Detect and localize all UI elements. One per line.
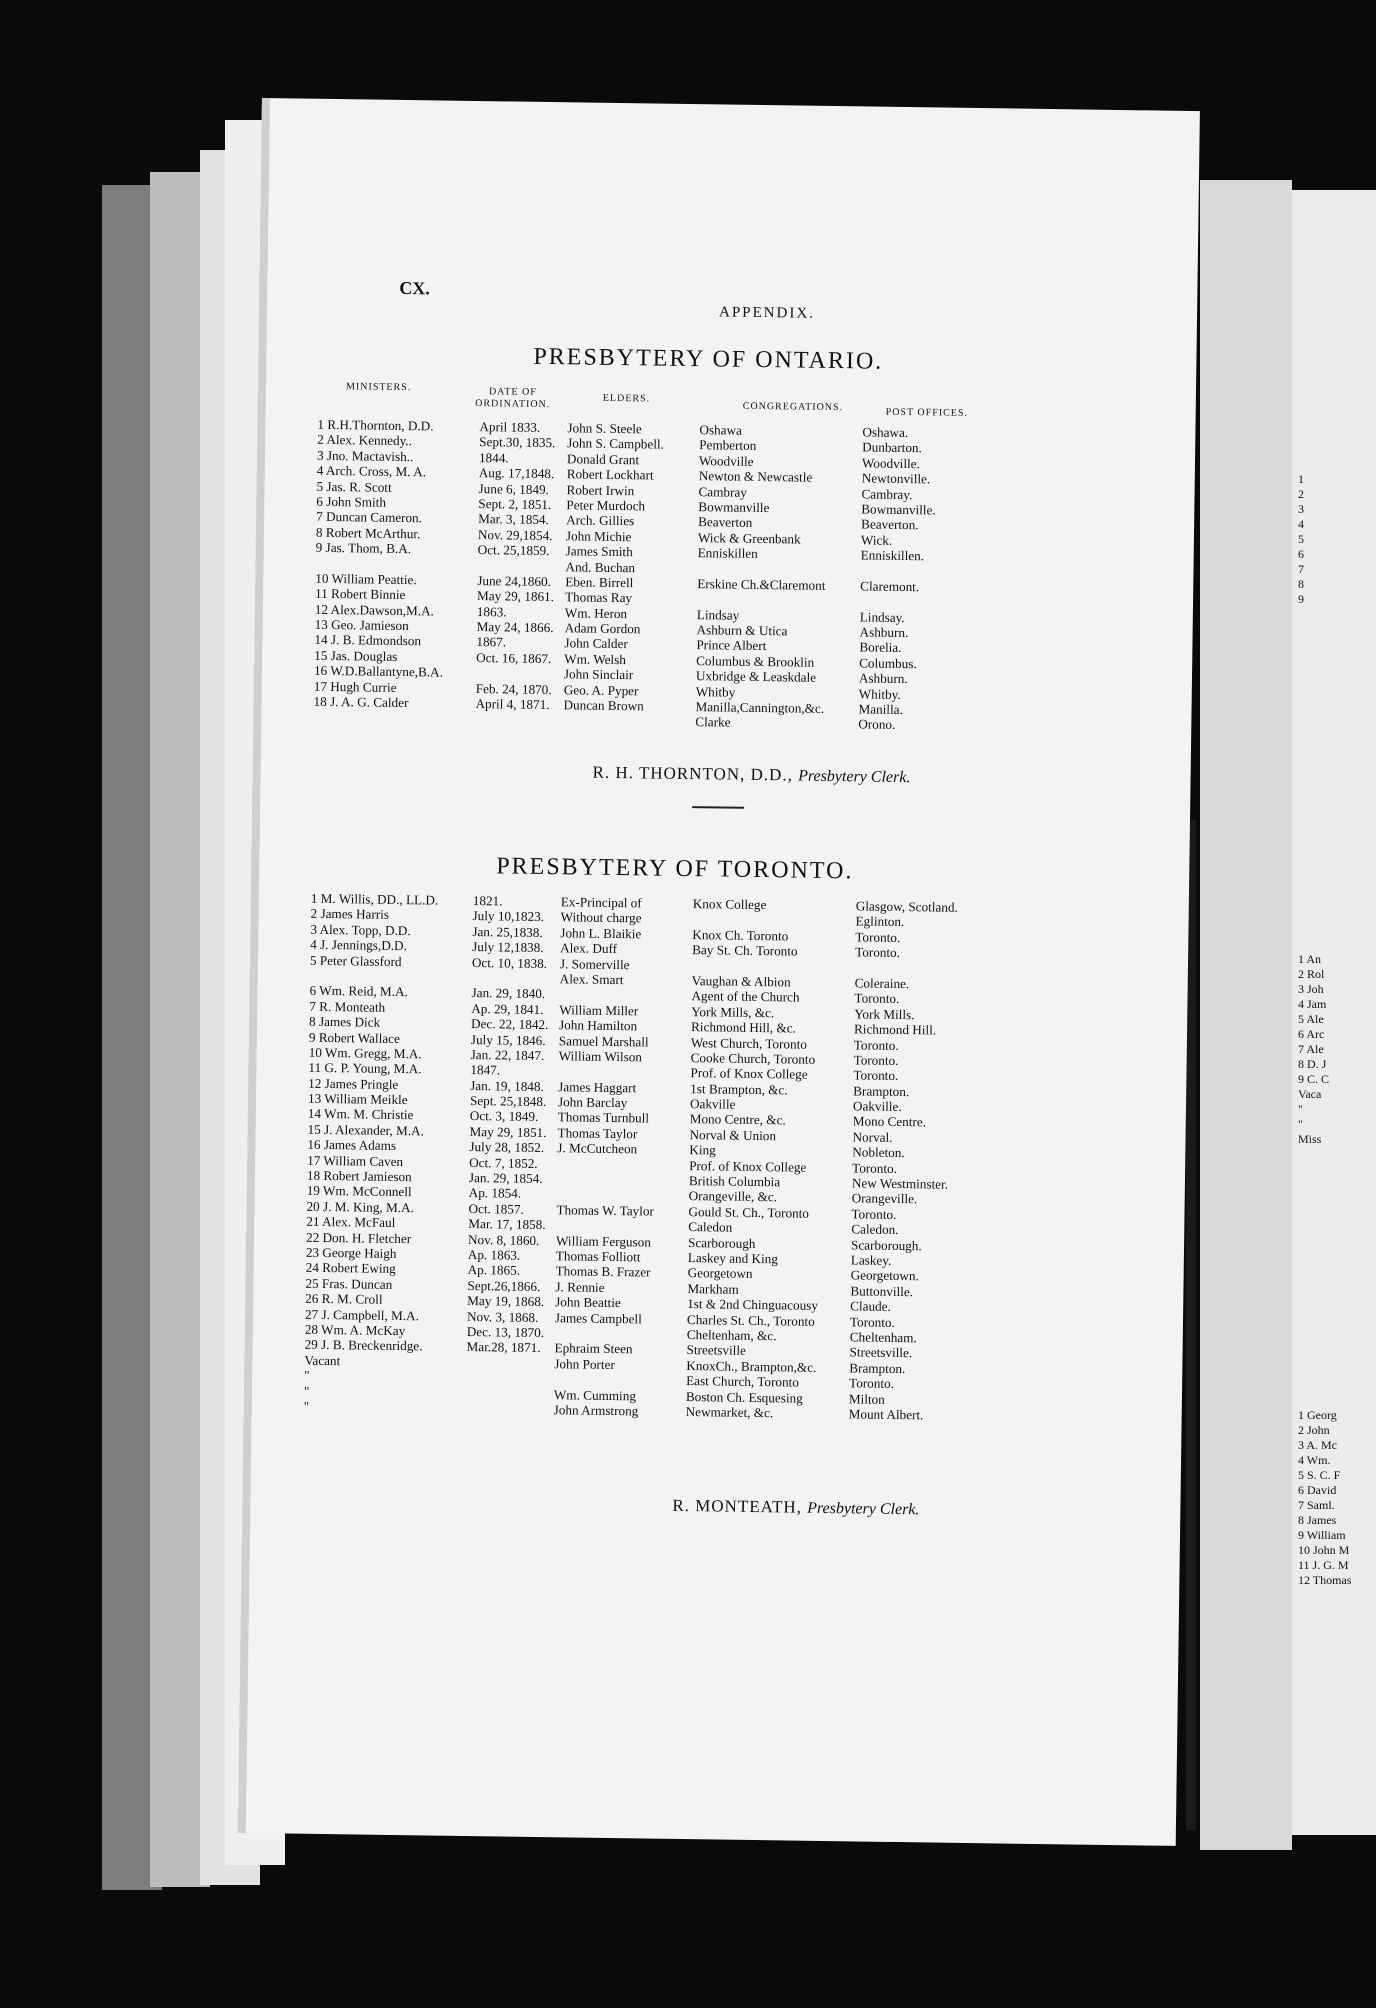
appendix-page: [238, 98, 1200, 1846]
section-divider: [692, 806, 744, 809]
cell-ord: May 29, 1861.: [476, 588, 555, 605]
cell-ord: Aug. 17,1848.: [478, 465, 555, 482]
cell-post: Oakville.: [852, 1098, 902, 1115]
cell-min: 9 Robert Wallace: [308, 1029, 400, 1046]
cell-min: 5 Jas. R. Scott: [316, 478, 392, 495]
cell-ord: Sept.30, 1835.: [479, 434, 556, 451]
cell-min: 1 R.H.Thornton, D.D.: [317, 416, 434, 434]
cell-cong: Boston Ch. Esquesing: [685, 1388, 803, 1406]
cell-ord: July 28, 1852.: [469, 1139, 545, 1156]
cell-post: Orangeville.: [851, 1190, 918, 1207]
cell-min: 24 Robert Ewing: [305, 1260, 396, 1277]
cell-eld: John L. Blaikie: [560, 925, 642, 942]
cell-ord: 1847.: [470, 1062, 501, 1078]
facing-page-line: 9: [1298, 592, 1304, 606]
ontario-clerk-title: Presbytery Clerk.: [798, 767, 911, 787]
cell-post: Lindsay.: [859, 609, 905, 625]
cell-post: Richmond Hill.: [853, 1021, 937, 1038]
cell-ord: Oct. 10, 1838.: [471, 954, 548, 971]
cell-eld: John Armstrong: [553, 1402, 639, 1419]
cell-post: Toronto.: [855, 944, 901, 961]
cell-eld: Thomas Taylor: [557, 1125, 638, 1142]
cell-min: 20 J. M. King, M.A.: [306, 1198, 414, 1216]
cell-post: Glasgow, Scotland.: [855, 898, 958, 915]
cell-ord: Dec. 22, 1842.: [470, 1016, 549, 1033]
cell-min: 10 Wm. Gregg, M.A.: [308, 1044, 422, 1062]
cell-post: Borelia.: [859, 639, 902, 656]
cell-ord: June 24,1860.: [477, 572, 552, 589]
cell-eld: John Hamilton: [558, 1017, 638, 1034]
cell-eld: Wm. Heron: [564, 604, 628, 621]
cell-eld: Wm. Welsh: [564, 651, 627, 667]
cell-post: Norval.: [852, 1129, 893, 1145]
cell-cong: 1st Brampton, &c.: [690, 1080, 788, 1098]
ontario-clerk: [592, 763, 910, 787]
cell-min: 18 Robert Jamieson: [306, 1167, 412, 1185]
cell-eld: Without charge: [560, 909, 642, 926]
cell-cong: Richmond Hill, &c.: [690, 1019, 796, 1036]
cell-min: 23 George Haigh: [305, 1244, 397, 1261]
cell-ord: Oct. 3, 1849.: [469, 1108, 539, 1125]
cell-cong: Georgetown: [687, 1265, 753, 1282]
cell-ord: Sept. 2, 1851.: [478, 496, 552, 513]
cell-ord: April 1833.: [479, 419, 541, 435]
cell-cong: Agent of the Church: [691, 988, 800, 1005]
cell-ord: 1863.: [476, 603, 507, 620]
cell-min: 7 R. Monteath: [309, 998, 386, 1015]
cell-cong: Whitby: [695, 683, 736, 700]
cell-post: Claude.: [850, 1298, 891, 1315]
facing-page-line: 2 Rol: [1298, 967, 1325, 981]
cell-eld: And. Buchan: [565, 558, 636, 575]
cell-post: Woodville.: [861, 455, 920, 472]
cell-ord: 1844.: [478, 449, 509, 466]
cell-min: 19 Wm. McConnell: [306, 1183, 412, 1200]
facing-page-line: 3 Joh: [1298, 982, 1324, 996]
cell-min: 14 J. B. Edmondson: [314, 632, 422, 649]
cell-cong: Scarborough: [687, 1234, 756, 1251]
header-ministers: MINISTERS.: [345, 381, 412, 394]
cell-min: 22 Don. H. Fletcher: [305, 1229, 412, 1246]
cell-cong: Erskine Ch.&Claremont: [697, 576, 826, 593]
cell-post: Toronto.: [854, 990, 900, 1007]
cell-post: Orono.: [858, 716, 896, 733]
cell-post: Whitby.: [858, 686, 901, 702]
cell-ord: Ap. 1863.: [467, 1246, 521, 1263]
cell-min: 17 William Caven: [307, 1152, 404, 1169]
cell-min: 3 Jno. Mactavish..: [316, 447, 414, 464]
facing-page-line: 3 A. Mc: [1298, 1438, 1337, 1452]
cell-eld: Wm. Cumming: [553, 1386, 637, 1403]
cell-ord: April 4, 1871.: [475, 696, 550, 713]
section-heading: APPENDIX.: [718, 304, 816, 322]
cell-cong: West Church, Toronto: [690, 1034, 808, 1052]
cell-eld: Thomas B. Frazer: [555, 1263, 651, 1280]
cell-min: 13 William Meikle: [307, 1090, 408, 1108]
cell-post: Georgetown.: [850, 1267, 919, 1284]
cell-post: Cambray.: [861, 485, 913, 502]
cell-post: Caledon.: [851, 1221, 899, 1238]
facing-page-line: 6 Arc: [1298, 1027, 1325, 1041]
cell-ord: Jan. 22, 1847.: [470, 1046, 545, 1063]
cell-min: 8 Robert McArthur.: [315, 524, 421, 541]
cell-ord: Oct. 25,1859.: [477, 542, 550, 559]
cell-cong: Lindsay: [696, 606, 740, 623]
cell-cong: Beaverton: [698, 514, 753, 531]
cell-eld: Thomas W. Taylor: [556, 1202, 654, 1219]
cell-min: 18 J. A. G. Calder: [313, 693, 409, 711]
cell-cong: Cambray: [698, 483, 747, 500]
cell-ord: Jan. 25,1838.: [472, 923, 543, 940]
cell-eld: Thomas Folliott: [555, 1248, 641, 1265]
cell-min: 7 Duncan Cameron.: [316, 509, 423, 526]
cell-cong: Uxbridge & Leaskdale: [695, 668, 817, 686]
cell-min: Vacant: [304, 1352, 341, 1368]
cell-eld: Alex. Duff: [560, 940, 618, 957]
cell-ord: Oct. 7, 1852.: [469, 1154, 538, 1171]
cell-cong: King: [689, 1142, 716, 1158]
facing-page-line: 6 David: [1298, 1483, 1337, 1497]
cell-cong: Prof. of Knox College: [689, 1157, 807, 1175]
cell-post: York Mills.: [854, 1006, 915, 1022]
cell-cong: Oshawa: [699, 422, 742, 438]
cell-post: Coleraine.: [854, 975, 910, 992]
cell-ord: June 6, 1849.: [478, 480, 550, 497]
cell-ord: Mar.28, 1871.: [466, 1339, 541, 1356]
cell-eld: John Beattie: [555, 1294, 621, 1311]
cell-ord: July 10,1823.: [472, 908, 545, 925]
cell-ord: Mar. 3, 1854.: [478, 511, 549, 528]
facing-page-line: 7 Saml.: [1298, 1498, 1335, 1512]
cell-ord: 1821.: [472, 893, 503, 909]
facing-page-line: 8: [1298, 577, 1304, 591]
cell-cong: Pemberton: [699, 437, 757, 454]
cell-post: Laskey.: [850, 1252, 892, 1268]
cell-min: 14 Wm. M. Christie: [307, 1106, 414, 1123]
cell-cong: Ashburn & Utica: [696, 622, 788, 639]
cell-eld: John Sinclair: [563, 666, 634, 683]
cell-post: Mono Centre.: [852, 1113, 927, 1130]
cell-ord: May 24, 1866.: [476, 619, 554, 636]
facing-page-line: 6: [1298, 547, 1304, 561]
cell-min: 4 Arch. Cross, M. A.: [316, 462, 427, 480]
cell-eld: James Smith: [565, 543, 633, 560]
cell-post: Brampton.: [849, 1360, 906, 1376]
cell-min: ": [303, 1383, 310, 1399]
cell-eld: John S. Steele: [567, 420, 642, 437]
cell-eld: Arch. Gillies: [566, 512, 635, 529]
cell-post: New Westminster.: [851, 1175, 949, 1192]
cell-cong: KnoxCh., Brampton,&c.: [686, 1357, 817, 1375]
cell-cong: Gould St. Ch., Toronto: [688, 1203, 810, 1221]
cell-cong: Charles St. Ch., Toronto: [686, 1311, 815, 1329]
toronto-clerk-name: R. MONTEATH,: [672, 1495, 803, 1517]
cell-cong: Oakville: [689, 1096, 736, 1112]
cell-post: Scarborough.: [850, 1236, 922, 1253]
cell-min: 10 William Peattie.: [315, 570, 417, 588]
cell-min: 6 Wm. Reid, M.A.: [309, 983, 408, 1000]
cell-min: 16 James Adams: [307, 1136, 397, 1154]
cell-min: 11 G. P. Young, M.A.: [308, 1060, 422, 1077]
cell-post: Toronto.: [853, 1052, 899, 1068]
cell-eld: James Haggart: [558, 1078, 637, 1096]
facing-page-line: 10 John M: [1298, 1543, 1350, 1557]
cell-ord: Ap. 29, 1841.: [471, 1000, 544, 1017]
facing-page: [1292, 190, 1376, 1835]
cell-min: 9 Jas. Thom, B.A.: [315, 539, 412, 557]
cell-post: Toronto.: [849, 1313, 895, 1330]
toronto-clerk: [672, 1496, 919, 1519]
cell-eld: J. Rennie: [555, 1278, 605, 1295]
cell-ord: Nov. 29,1854.: [477, 526, 553, 543]
cell-min: ": [303, 1398, 310, 1414]
cell-cong: Prince Albert: [696, 637, 767, 654]
cell-ord: Feb. 24, 1870.: [475, 680, 552, 697]
cell-ord: July 12,1838.: [472, 939, 544, 956]
cell-post: Toronto.: [851, 1206, 897, 1222]
cell-min: 6 John Smith: [316, 493, 387, 510]
cell-min: 13 Geo. Jamieson: [314, 616, 409, 634]
cell-post: Cheltenham.: [849, 1329, 917, 1346]
facing-page-line: Vaca: [1298, 1087, 1322, 1101]
facing-page-line: 7 Ale: [1298, 1042, 1324, 1056]
cell-eld: Thomas Turnbull: [557, 1109, 650, 1126]
cell-cong: York Mills, &c.: [691, 1003, 775, 1020]
cell-min: 2 James Harris: [310, 906, 390, 923]
cell-ord: Oct. 1857.: [468, 1200, 524, 1217]
cell-min: 15 J. Alexander, M.A.: [307, 1121, 425, 1139]
cell-cong: Newmarket, &c.: [685, 1403, 774, 1421]
cell-post: Buttonville.: [850, 1283, 914, 1299]
facing-page-line: 8 James: [1298, 1513, 1337, 1527]
cell-ord: Jan. 19, 1848.: [470, 1077, 544, 1094]
cell-cong: Clarke: [695, 714, 731, 731]
header-elders: ELDERS.: [602, 392, 651, 405]
facing-page-line: 7: [1298, 562, 1304, 576]
cell-min: 29 J. B. Breckenridge.: [304, 1337, 423, 1354]
cell-eld: William Ferguson: [555, 1232, 652, 1250]
cell-eld: William Wilson: [558, 1048, 643, 1065]
cell-post: Eglinton.: [855, 913, 905, 930]
cell-cong: Knox Ch. Toronto: [692, 926, 789, 944]
cell-ord: July 15, 1846.: [470, 1031, 546, 1048]
cell-eld: Thomas Ray: [564, 589, 633, 606]
cell-post: Ashburn.: [859, 624, 909, 641]
cell-cong: Bowmanville: [698, 499, 770, 516]
cell-eld: Samuel Marshall: [558, 1032, 649, 1050]
facing-page-line: ": [1298, 1117, 1303, 1131]
cell-eld: John Barclay: [557, 1094, 628, 1111]
cell-cong: Woodville: [698, 452, 754, 469]
facing-page-line: 2: [1298, 487, 1304, 501]
cell-ord: Nov. 8, 1860.: [467, 1231, 540, 1248]
ontario-title: PRESBYTERY OF ONTARIO.: [533, 343, 884, 375]
cell-eld: Ex-Principal of: [560, 894, 642, 911]
cell-ord: May 19, 1868.: [467, 1293, 545, 1310]
cell-cong: Bay St. Ch. Toronto: [692, 942, 798, 959]
cell-post: Beaverton.: [861, 516, 919, 533]
facing-page-line: 1 An: [1298, 952, 1322, 966]
cell-cong: Streetsville: [686, 1342, 747, 1359]
cell-ord: Nov. 3, 1868.: [466, 1308, 539, 1325]
cell-ord: 1867.: [476, 634, 507, 650]
cell-eld: Duncan Brown: [563, 697, 644, 714]
facing-page-line: 1 Georg: [1298, 1408, 1337, 1422]
cell-min: 17 Hugh Currie: [313, 678, 397, 695]
cell-eld: William Miller: [559, 1001, 639, 1019]
cell-eld: Eben. Birrell: [565, 574, 634, 591]
cell-ord: Dec. 13, 1870.: [466, 1323, 545, 1340]
cell-min: 5 Peter Glassford: [309, 952, 402, 969]
cell-ord: Ap. 1854.: [468, 1185, 522, 1202]
cell-eld: John Calder: [564, 635, 628, 652]
cell-cong: 1st & 2nd Chinguacousy: [687, 1296, 819, 1314]
ontario-clerk-name: R. H. THORNTON, D.D.,: [592, 762, 794, 785]
cell-cong: Cheltenham, &c.: [686, 1326, 777, 1344]
cell-min: 8 James Dick: [309, 1013, 381, 1030]
cell-post: Ashburn.: [858, 670, 908, 687]
cell-post: Manilla.: [858, 701, 903, 718]
facing-page-line: ": [1298, 1102, 1303, 1116]
facing-page-line: 3: [1298, 502, 1304, 516]
cell-eld: John Michie: [565, 528, 632, 544]
cell-cong: Manilla,Cannington,&c.: [695, 699, 825, 716]
cell-ord: Oct. 16, 1867.: [476, 649, 552, 666]
cell-eld: John S. Campbell.: [567, 435, 665, 453]
cell-post: Toronto.: [855, 929, 901, 945]
cell-post: Oshawa.: [862, 424, 909, 441]
toronto-clerk-title: Presbytery Clerk.: [807, 1499, 920, 1519]
cell-ord: Sept. 25,1848.: [469, 1093, 547, 1110]
cell-eld: Alex. Smart: [559, 971, 624, 988]
cell-eld: J. Somerville: [559, 955, 630, 972]
facing-page-line: Miss: [1298, 1132, 1322, 1146]
cell-post: Brampton.: [853, 1083, 910, 1099]
cell-min: 16 W.D.Ballantyne,B.A.: [313, 663, 444, 680]
cell-min: 15 Jas. Douglas: [314, 647, 398, 664]
cell-min: ": [304, 1367, 310, 1383]
book-gutter: [1200, 180, 1292, 1850]
cell-eld: Geo. A. Pyper: [563, 681, 639, 698]
cell-post: Toronto.: [853, 1036, 899, 1053]
cell-cong: Columbus & Brooklin: [696, 652, 815, 670]
cell-cong: Vaughan & Albion: [691, 973, 791, 990]
cell-ord: Jan. 29, 1854.: [468, 1170, 543, 1187]
cell-ord: Sept.26,1866.: [467, 1277, 541, 1294]
cell-min: 4 J. Jennings,D.D.: [310, 936, 408, 954]
cell-eld: Adam Gordon: [564, 620, 641, 637]
cell-min: 21 Alex. McFaul: [306, 1213, 396, 1231]
cell-cong: Caledon: [688, 1219, 733, 1235]
facing-page-line: 4: [1298, 517, 1304, 531]
cell-min: 12 James Pringle: [308, 1075, 399, 1092]
cell-ord: Jan. 29, 1840.: [471, 985, 546, 1002]
header-congregations: CONGREGATIONS.: [742, 400, 844, 414]
cell-cong: Knox College: [692, 896, 767, 913]
cell-cong: Newton & Newcastle: [698, 468, 813, 485]
cell-eld: Peter Murdoch: [566, 497, 646, 514]
cell-cong: Markham: [687, 1280, 739, 1297]
cell-cong: British Columbia: [688, 1173, 781, 1190]
cell-cong: Laskey and King: [687, 1250, 779, 1267]
toronto-title: PRESBYTERY OF TORONTO.: [496, 853, 854, 885]
cell-cong: Mono Centre, &c.: [689, 1111, 786, 1128]
facing-page-line: 12 Thomas: [1298, 1573, 1352, 1587]
cell-cong: East Church, Toronto: [686, 1373, 799, 1390]
cell-min: 2 Alex. Kennedy..: [317, 432, 413, 449]
cell-ord: Ap. 1865.: [467, 1262, 521, 1279]
cell-min: 25 Fras. Duncan: [305, 1275, 393, 1292]
facing-page-line: 1: [1298, 472, 1304, 486]
cell-eld: Robert Lockhart: [566, 466, 654, 483]
cell-min: 28 Wm. A. McKay: [304, 1321, 406, 1339]
cell-post: Bowmanville.: [861, 501, 936, 518]
cell-post: Columbus.: [859, 655, 917, 672]
cell-eld: Donald Grant: [566, 451, 640, 468]
cell-cong: Enniskillen: [697, 545, 758, 562]
cell-cong: Wick & Greenbank: [697, 529, 801, 547]
cell-post: Wick.: [860, 532, 893, 548]
cell-ord: Mar. 17, 1858.: [468, 1216, 546, 1233]
facing-page-line: 5: [1298, 532, 1304, 546]
page-number: CX.: [399, 277, 430, 299]
cell-post: Enniskillen.: [860, 547, 925, 564]
cell-min: 3 Alex. Topp, D.D.: [310, 921, 411, 938]
cell-min: 26 R. M. Croll: [305, 1290, 383, 1307]
facing-page-line: 5 S. C. F: [1298, 1468, 1341, 1482]
cell-eld: James Campbell: [554, 1309, 642, 1326]
cell-min: 12 Alex.Dawson,M.A.: [314, 601, 435, 619]
cell-post: Milton: [848, 1390, 885, 1407]
cell-min: 11 Robert Binnie: [314, 586, 406, 603]
cell-post: Toronto.: [853, 1067, 899, 1084]
cell-ord: May 29, 1851.: [469, 1123, 547, 1140]
cell-eld: John Porter: [554, 1355, 615, 1372]
cell-cong: Cooke Church, Toronto: [690, 1049, 816, 1067]
facing-page-line: 9 William: [1298, 1528, 1346, 1542]
toronto-table: [304, 891, 1031, 1424]
cell-post: Mount Albert.: [848, 1406, 924, 1423]
cell-cong: Norval & Union: [689, 1126, 777, 1144]
cell-post: Claremont.: [860, 578, 920, 595]
cell-cong: Prof. of Knox College: [690, 1065, 808, 1083]
cell-post: Toronto.: [849, 1375, 895, 1392]
facing-page-line: 4 Jam: [1298, 997, 1327, 1011]
ontario-table: [313, 417, 1037, 735]
facing-page-line: 4 Wm.: [1298, 1453, 1331, 1467]
cell-post: Streetsville.: [849, 1344, 913, 1361]
cell-eld: J. McCutcheon: [557, 1140, 638, 1157]
header-post-offices: POST OFFICES.: [885, 406, 969, 419]
facing-page-line: 2 John: [1298, 1423, 1330, 1437]
facing-page-line: 5 Ale: [1298, 1012, 1324, 1026]
cell-post: Nobleton.: [852, 1144, 905, 1161]
cell-post: Toronto.: [852, 1159, 898, 1176]
facing-page-line: 8 D. J: [1298, 1057, 1327, 1071]
cell-post: Newtonville.: [861, 470, 931, 487]
cell-cong: Orangeville, &c.: [688, 1188, 778, 1205]
cell-min: 27 J. Campbell, M.A.: [304, 1306, 420, 1323]
cell-eld: Ephraim Steen: [554, 1340, 633, 1357]
facing-page-line: 9 C. C: [1298, 1072, 1330, 1086]
cell-min: 1 M. Willis, DD., LL.D.: [310, 890, 439, 908]
cell-eld: Robert Irwin: [566, 481, 635, 498]
header-ordination: DATE OF ORDINATION.: [475, 386, 551, 411]
facing-page-line: 11 J. G. M: [1298, 1558, 1349, 1572]
cell-post: Dunbarton.: [862, 439, 922, 456]
